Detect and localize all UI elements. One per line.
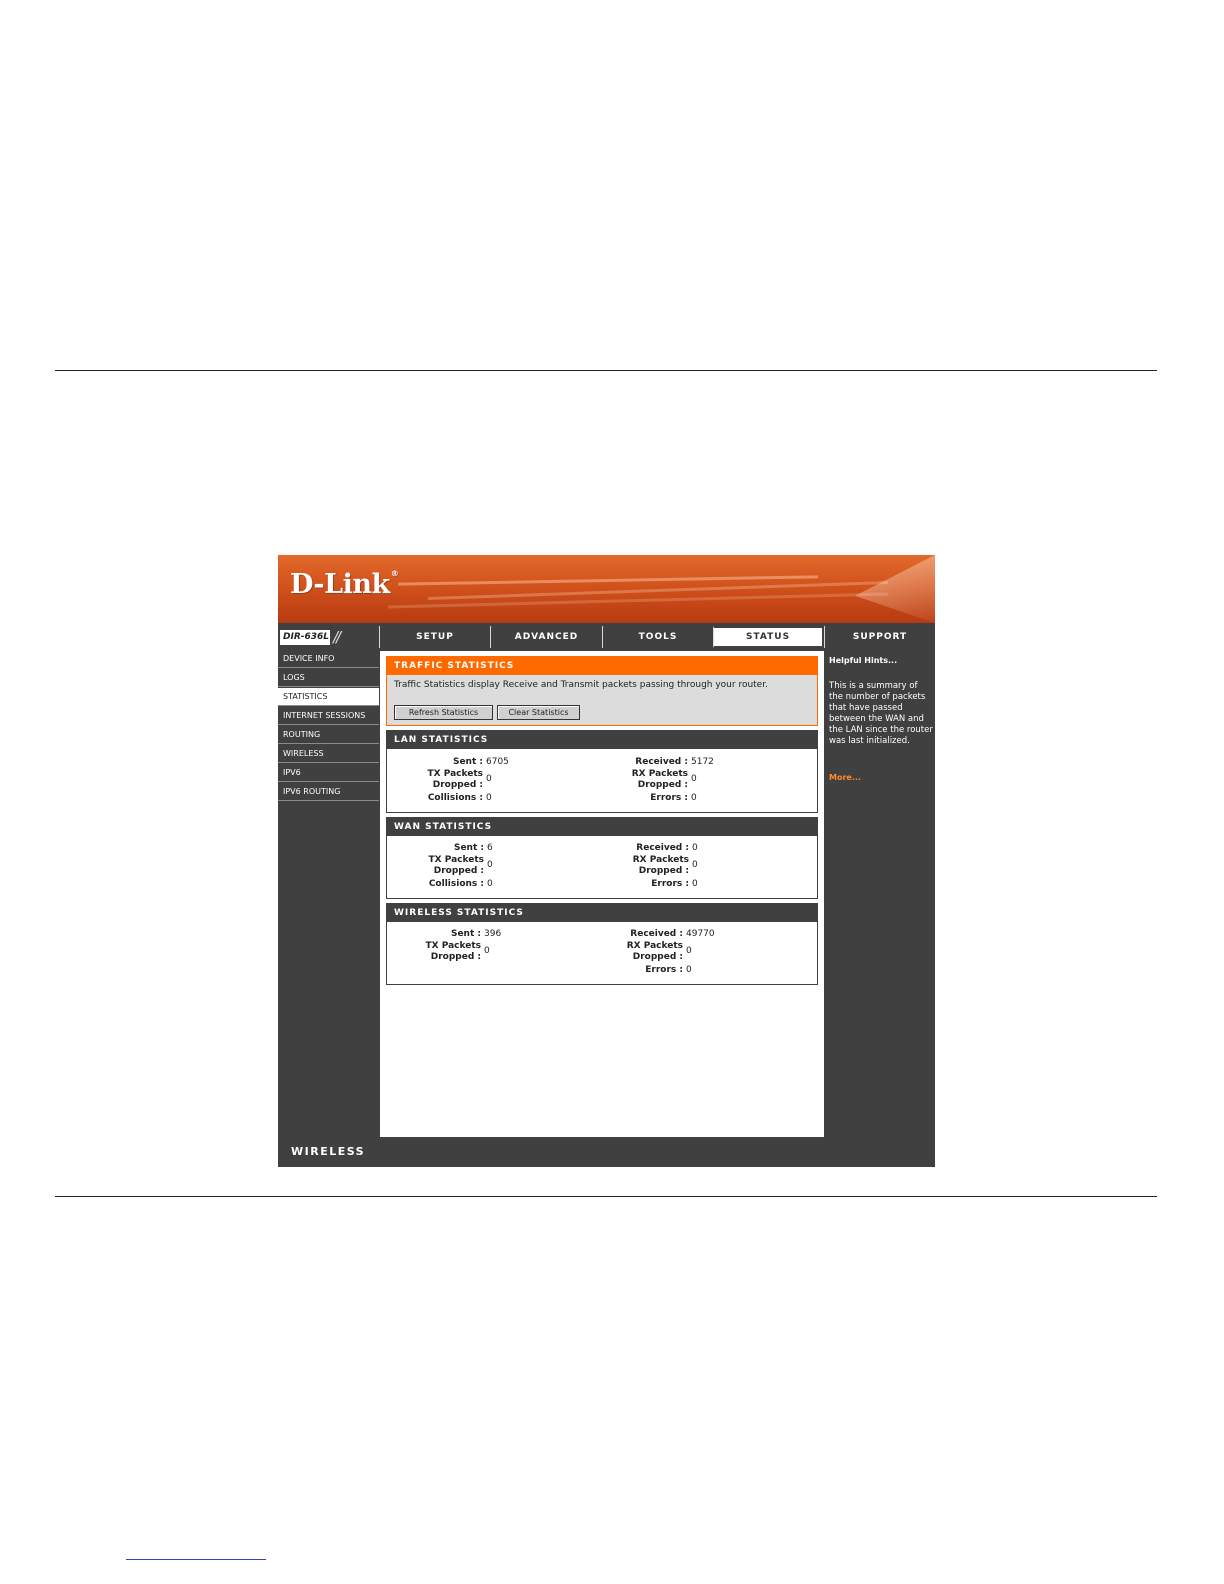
lan-collisions-value: 0 xyxy=(486,793,492,803)
wan-sent-label: Sent : xyxy=(453,843,484,853)
lan-statistics-title: LAN STATISTICS xyxy=(387,731,817,749)
wireless-footer-logo: WIRELESS xyxy=(291,1145,366,1158)
wireless-statistics-title: WIRELESS STATISTICS xyxy=(387,904,817,922)
wireless-tx-dropped-value: 0 xyxy=(484,946,490,956)
wan-received-value: 0 xyxy=(692,843,698,853)
tab-support[interactable]: SUPPORT xyxy=(824,626,935,648)
wireless-rx-packets-label: RX Packets xyxy=(626,941,683,951)
wan-statistics-title: WAN STATISTICS xyxy=(387,818,817,836)
model-slashes: // xyxy=(333,628,340,646)
dlink-banner xyxy=(278,555,935,623)
wan-sent-value: 6 xyxy=(487,843,493,853)
lan-tx-packets-label: TX Packets xyxy=(427,769,483,779)
tab-setup[interactable]: SETUP xyxy=(379,626,490,648)
wan-received-label: Received : xyxy=(636,843,689,853)
wireless-rx-dropped-label: Dropped : xyxy=(632,952,683,962)
tab-advanced[interactable]: ADVANCED xyxy=(490,626,602,648)
lan-sent-label: Sent : xyxy=(452,757,483,767)
page-bottom-rule xyxy=(55,1196,1157,1197)
main-content xyxy=(380,651,824,1137)
lan-tx-dropped-value: 0 xyxy=(486,774,492,784)
wan-statistics-panel xyxy=(386,817,818,899)
sidebar-item-routing[interactable]: ROUTING xyxy=(278,726,379,744)
refresh-statistics-button[interactable]: Refresh Statistics xyxy=(394,705,493,720)
wireless-sent-label: Sent : xyxy=(450,929,481,939)
wan-errors-label: Errors : xyxy=(651,879,689,889)
footer-link-underline xyxy=(126,1559,266,1560)
wireless-received-label: Received : xyxy=(630,929,683,939)
wan-rx-dropped-value: 0 xyxy=(692,860,698,870)
helpful-hints-title: Helpful Hints... xyxy=(829,656,898,665)
lan-statistics-panel xyxy=(386,730,818,813)
lan-tx-dropped-label: Dropped : xyxy=(432,780,483,790)
sidebar-item-logs[interactable]: LOGS xyxy=(278,669,379,687)
model-badge xyxy=(278,626,378,649)
sidebar-item-internet-sessions[interactable]: INTERNET SESSIONS xyxy=(278,707,379,725)
sidebar xyxy=(278,650,379,802)
lan-rx-dropped-label: Dropped : xyxy=(637,780,688,790)
sidebar-item-device-info[interactable]: DEVICE INFO xyxy=(278,650,379,668)
sidebar-item-wireless[interactable]: WIRELESS xyxy=(278,745,379,763)
wireless-statistics-panel xyxy=(386,903,818,985)
tab-status[interactable]: STATUS xyxy=(713,626,824,648)
wireless-sent-value: 396 xyxy=(484,929,502,939)
traffic-statistics-description: Traffic Statistics display Receive and Transmit packets passing through your router. xyxy=(394,680,768,690)
traffic-statistics-panel xyxy=(386,656,818,726)
helpful-hints-panel xyxy=(824,651,935,1137)
lan-received-label: Received : xyxy=(635,757,688,767)
wan-collisions-value: 0 xyxy=(487,879,493,889)
dlink-logo: D-Link® xyxy=(290,569,399,600)
wan-tx-dropped-value: 0 xyxy=(487,860,493,870)
sidebar-item-ipv6-routing[interactable]: IPV6 ROUTING xyxy=(278,783,379,801)
lan-collisions-label: Collisions : xyxy=(427,793,483,803)
lan-rx-dropped-value: 0 xyxy=(691,774,697,784)
wan-tx-packets-label: TX Packets xyxy=(428,855,484,865)
clear-statistics-button[interactable]: Clear Statistics xyxy=(497,705,580,720)
lan-sent-value: 6705 xyxy=(486,757,509,767)
wan-rx-packets-label: RX Packets xyxy=(632,855,689,865)
wan-collisions-label: Collisions : xyxy=(428,879,484,889)
sidebar-item-statistics[interactable]: STATISTICS xyxy=(278,688,379,706)
page-top-rule xyxy=(55,370,1157,371)
lan-rx-packets-label: RX Packets xyxy=(631,769,688,779)
top-nav xyxy=(278,626,935,649)
model-label: DIR-636L xyxy=(280,630,330,645)
wireless-rx-dropped-value: 0 xyxy=(686,946,692,956)
wireless-tx-packets-label: TX Packets xyxy=(425,941,481,951)
lan-errors-label: Errors : xyxy=(650,793,688,803)
traffic-statistics-title: TRAFFIC STATISTICS xyxy=(387,657,817,675)
more-link[interactable]: More... xyxy=(829,773,861,782)
tab-tools[interactable]: TOOLS xyxy=(602,626,713,648)
wireless-errors-value: 0 xyxy=(686,965,692,975)
wan-rx-dropped-label: Dropped : xyxy=(638,866,689,876)
wireless-received-value: 49770 xyxy=(686,929,715,939)
wan-errors-value: 0 xyxy=(692,879,698,889)
wireless-errors-label: Errors : xyxy=(645,965,683,975)
router-admin-screenshot xyxy=(278,555,935,1167)
sidebar-item-ipv6[interactable]: IPV6 xyxy=(278,764,379,782)
lan-errors-value: 0 xyxy=(691,793,697,803)
wan-tx-dropped-label: Dropped : xyxy=(433,866,484,876)
lan-received-value: 5172 xyxy=(691,757,714,767)
wireless-tx-dropped-label: Dropped : xyxy=(430,952,481,962)
helpful-hints-text: This is a summary of the number of packets that have passed between the WAN and the LAN since the router was last initialized. xyxy=(829,681,933,746)
